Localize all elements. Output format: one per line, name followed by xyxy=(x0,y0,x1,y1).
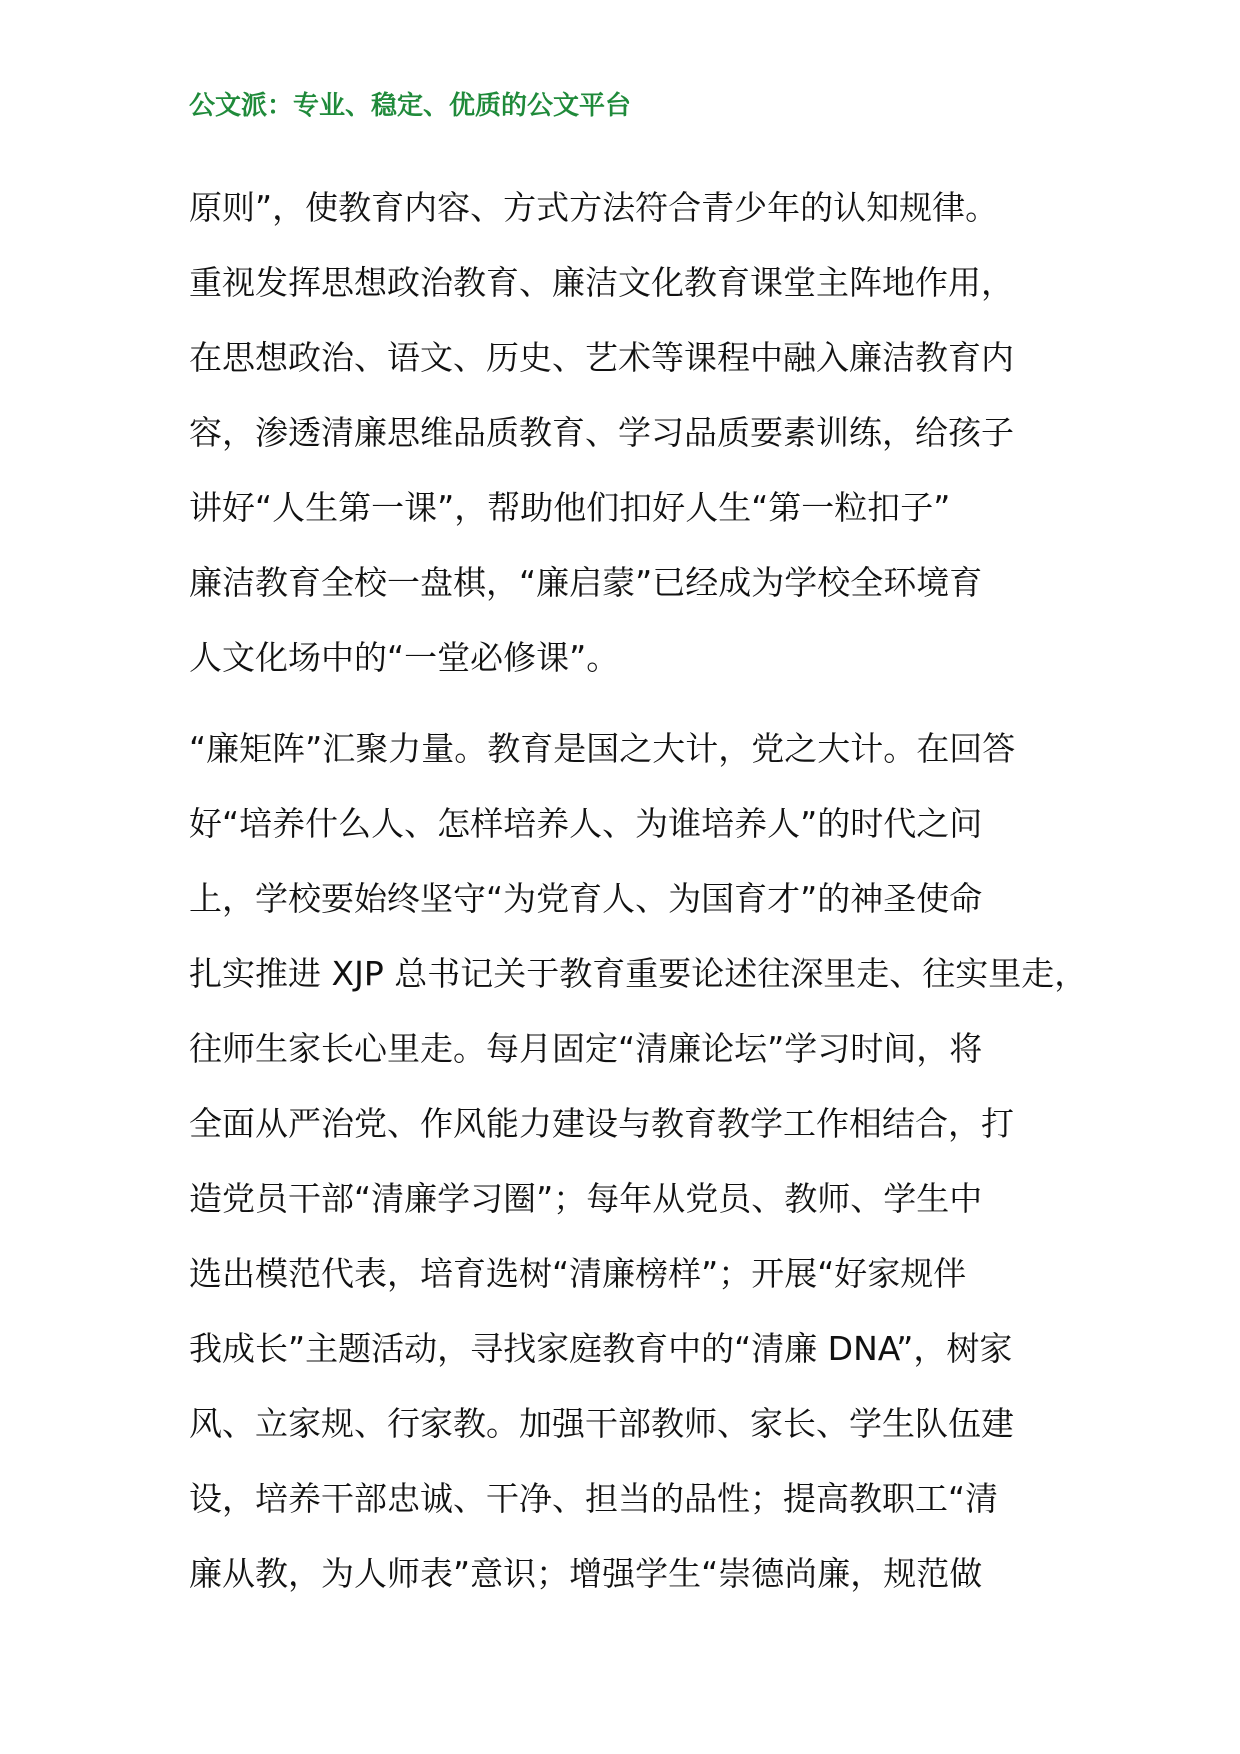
paragraph xyxy=(189,711,1089,1611)
text-line: 上，学校要始终坚守“为党育人、为国育才”的神圣使命 xyxy=(189,879,983,918)
paragraph-spacer xyxy=(189,695,1089,711)
text-line: 廉从教，为人师表”意识；增强学生“崇德尚廉，规范做 xyxy=(189,1554,983,1593)
page-header: 公文派：专业、稳定、优质的公文平台 xyxy=(189,91,632,121)
text-line: 造党员干部“清廉学习圈”；每年从党员、教师、学生中 xyxy=(189,1179,983,1218)
text-line: 风、立家规、行家教。加强干部教师、家长、学生队伍建 xyxy=(189,1404,1014,1443)
text-line: 原则”，使教育内容、方式方法符合青少年的认知规律。 xyxy=(189,188,999,227)
text-line: 廉洁教育全校一盘棋，“廉启蒙”已经成为学校全环境育 xyxy=(189,563,983,602)
text-line: 选出模范代表，培育选树“清廉榜样”；开展“好家规伴 xyxy=(189,1254,967,1293)
text-line: 我成长”主题活动，寻找家庭教育中的“清廉 DNA”，树家 xyxy=(189,1329,1013,1368)
text-line: 扎实推进 XJP 总书记关于教育重要论述往深里走、往实里走， xyxy=(189,954,1088,993)
text-line: 容，渗透清廉思维品质教育、学习品质要素训练，给孩子 xyxy=(189,413,1014,452)
text-line: 在思想政治、语文、历史、艺术等课程中融入廉洁教育内 xyxy=(189,338,1014,377)
text-line: 重视发挥思想政治教育、廉洁文化教育课堂主阵地作用， xyxy=(189,263,1014,302)
text-line: “廉矩阵”汇聚力量。教育是国之大计，党之大计。在回答 xyxy=(189,729,1016,768)
paragraph xyxy=(189,170,1089,695)
text-line: 往师生家长心里走。每月固定“清廉论坛”学习时间，将 xyxy=(189,1029,983,1068)
document-body xyxy=(189,170,1089,1611)
text-line: 设，培养干部忠诚、干净、担当的品性；提高教职工“清 xyxy=(189,1479,999,1518)
text-line: 全面从严治党、作风能力建设与教育教学工作相结合，打 xyxy=(189,1104,1014,1143)
text-line: 讲好“人生第一课”，帮助他们扣好人生“第一粒扣子” xyxy=(189,488,951,527)
text-line: 人文化场中的“一堂必修课”。 xyxy=(189,638,620,677)
text-line: 好“培养什么人、怎样培养人、为谁培养人”的时代之问 xyxy=(189,804,983,843)
